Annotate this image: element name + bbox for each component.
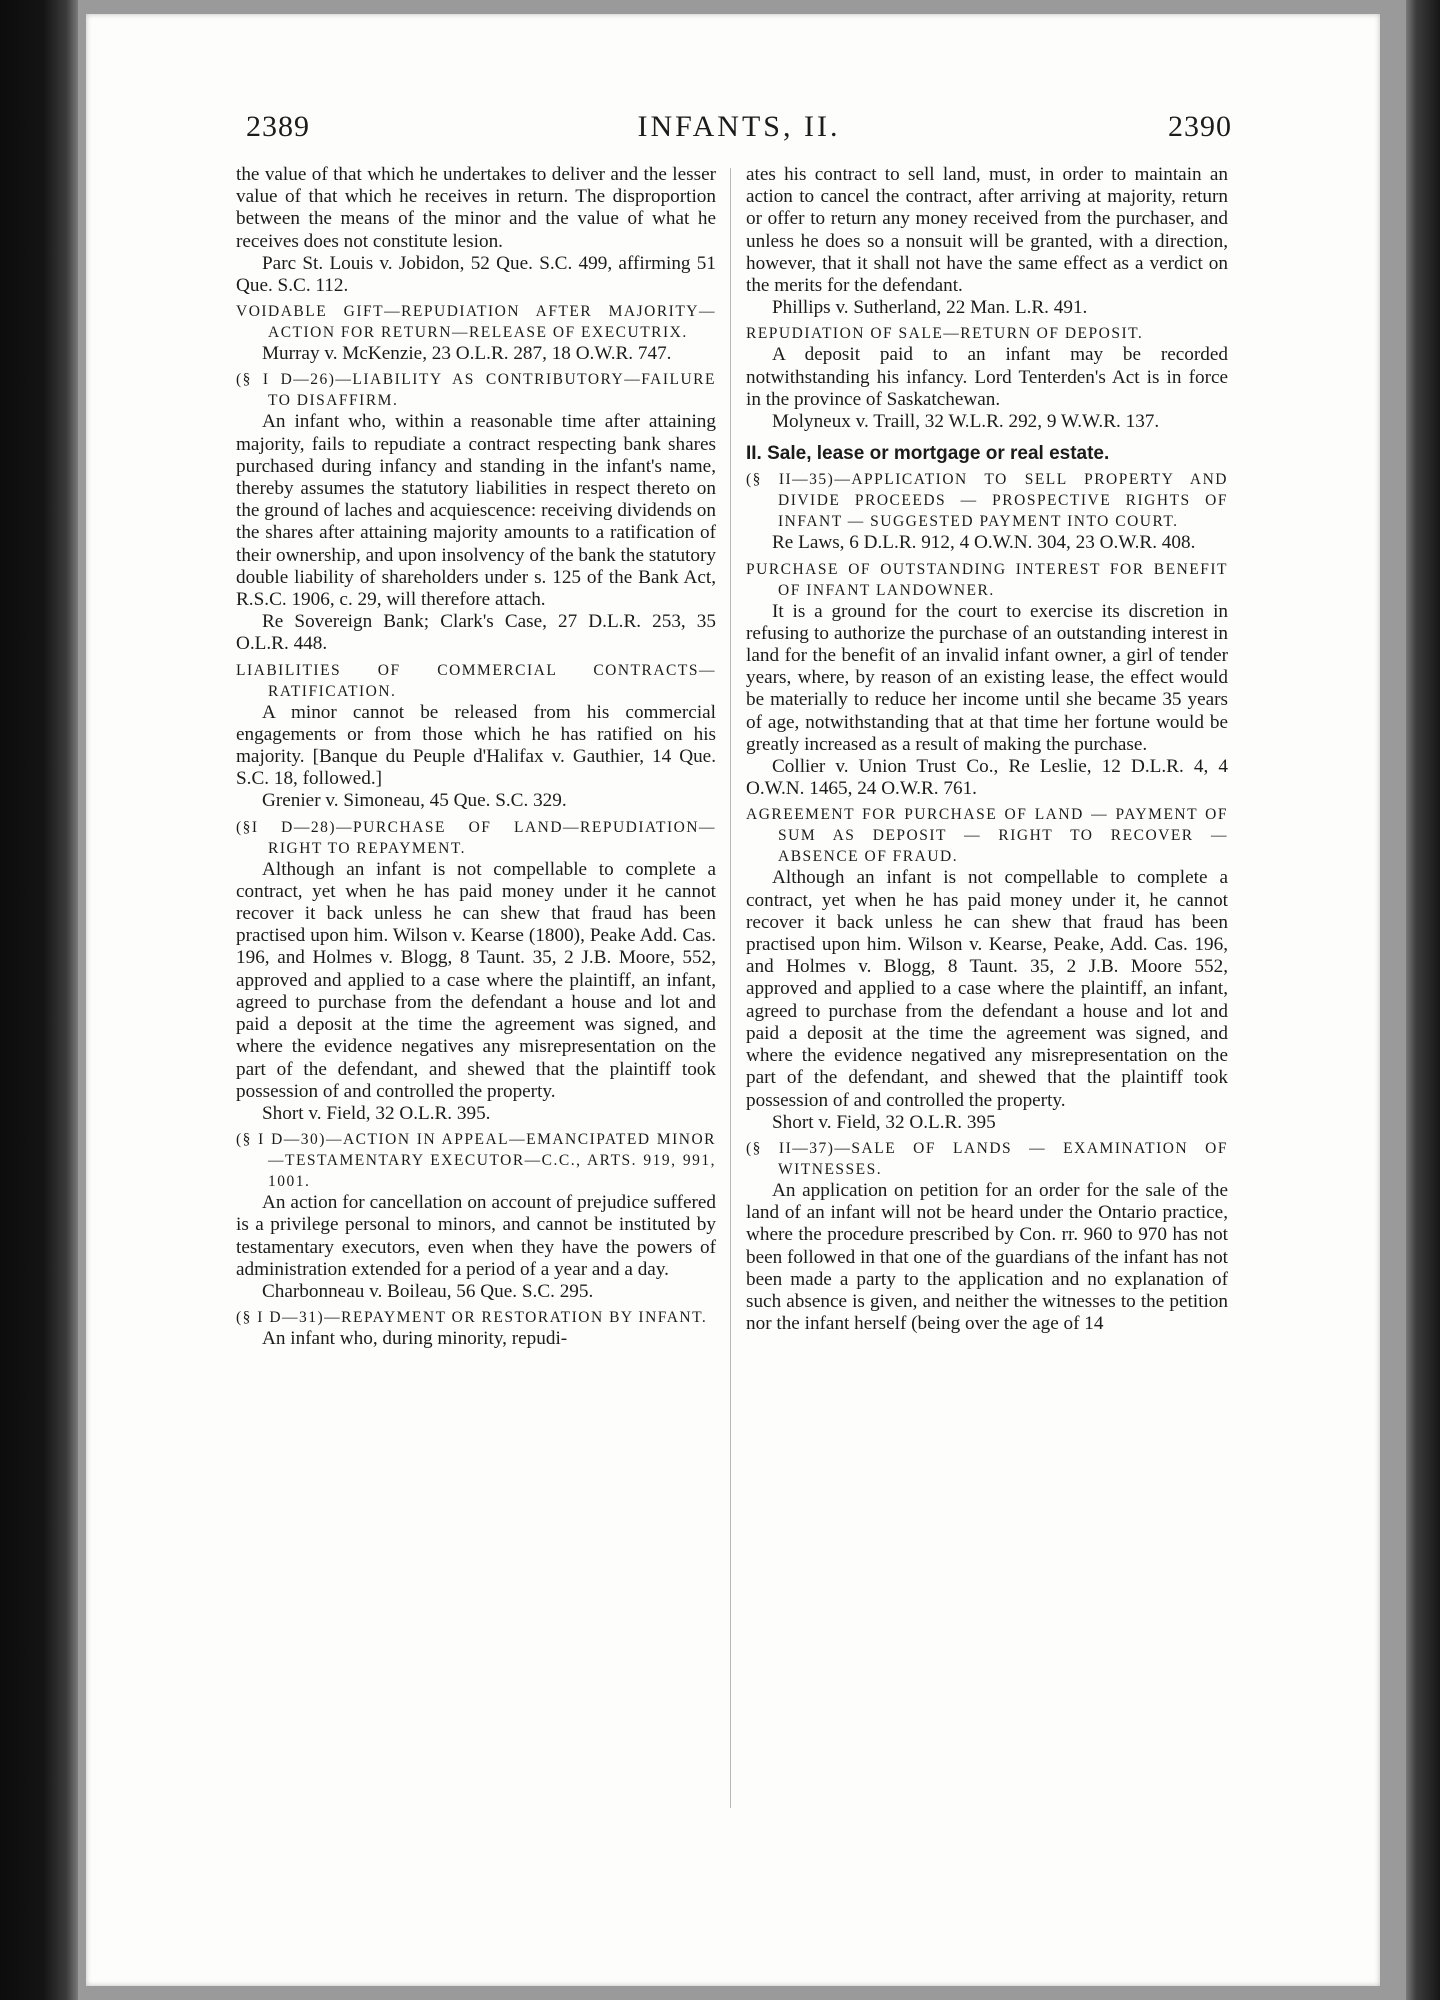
subject-heading: PURCHASE OF OUTSTANDING INTEREST FOR BENEFIT OF INFANT LANDOWNER. [746, 560, 1228, 599]
paragraph: An infant who, within a reasonable time after attaining majority, fails to repudiate a contract respecting bank shares purchased during infancy and standing in the infant's name, thereby assumes the statutory liabilities in respect thereto on the ground of laches and acquiescence: receiving dividends on the shares after attaining majority amounts to a ratification of their ownership, and upon insolvency of the bank the statutory double liability of shareholders under s. 125 of the Bank Act, R.S.C. 1906, c. 29, will therefore attach. [236, 411, 716, 611]
paragraph: An application on petition for an order for the sale of the land of an infant will not be heard under the Ontario practice, where the procedure prescribed by Con. rr. 960 to 970 has not been followed in that one of the guardians of the infant has not been made a party to the application and no explanation of such absence is given, and neither the witnesses to the petition nor the infant herself (being over the age of 14 [746, 1179, 1228, 1335]
scan-right-edge [1406, 0, 1440, 2000]
subject-heading: (§ I D—31)—REPAYMENT OR RESTORATION BY INFANT. [236, 1309, 708, 1327]
subject-heading: (§ II—37)—SALE OF LANDS — EXAMINATION OF WITNESSES. [746, 1139, 1228, 1178]
subject-heading: LIABILITIES OF COMMERCIAL CONTRACTS—RATIFICATION. [236, 661, 716, 700]
subject-heading: VOIDABLE GIFT—REPUDIATION AFTER MAJORITY—ACTION FOR RETURN—RELEASE OF EXECUTRIX. [236, 303, 716, 342]
paragraph: A deposit paid to an infant may be recorded notwithstanding his infancy. Lord Tenterden's Act is in force in the province of Saskatchewan. [746, 344, 1228, 410]
subject-heading: (§I D—28)—PURCHASE OF LAND—REPUDIATION—RIGHT TO REPAYMENT. [236, 818, 716, 857]
paragraph: Although an infant is not compellable to complete a contract, yet when he has paid money under it, he cannot recover it back unless he can shew that fraud has been practised upon him. Wilson v. Kearse, Peake, Add. Cas. 196, and Holmes v. Blogg, 8 Taunt. 35, 2 J.B. Moore 552, approved and applied to a case where the plaintiff, an infant, agreed to purchase from the defendant a house and lot and paid a deposit at the time the agreement was signed, and where the evidence negatived any misrepresentation on the part of the defendant, and shewed that the plaintiff took possession of and controlled the property. [746, 867, 1228, 1111]
case-citation: Molyneux v. Traill, 32 W.L.R. 292, 9 W.W.R. 137. [772, 411, 1160, 433]
subject-heading: (§ I D—30)—ACTION IN APPEAL—EMANCIPATED MINOR—TESTAMENTARY EXECUTOR—C.C., ARTS. 919, 991, 1001. [236, 1131, 716, 1191]
paragraph: It is a ground for the court to exercise its discretion in refusing to authorize the purchase of an outstanding interest in land for the benefit of an invalid infant owner, a girl of tender years, where, by reason of an existing lease, the effect would be materially to reduce her income until she became 35 years of age, notwithstanding that at that time her fortune would be greatly increased as a result of making the purchase. [746, 600, 1228, 755]
subject-heading: (§ II—35)—APPLICATION TO SELL PROPERTY AND DIVIDE PROCEEDS — PROSPECTIVE RIGHTS OF INFANT — SUGGESTED PAYMENT INTO COURT. [746, 471, 1228, 531]
subject-heading: AGREEMENT FOR PURCHASE OF LAND — PAYMENT OF SUM AS DEPOSIT — RIGHT TO RECOVER — ABSENCE OF FRAUD. [746, 806, 1228, 866]
scan-binding-edge [0, 0, 78, 2000]
case-citation: Re Sovereign Bank; Clark's Case, 27 D.L.R. 253, 35 O.L.R. 448. [236, 611, 716, 655]
case-citation: Grenier v. Simoneau, 45 Que. S.C. 329. [262, 790, 567, 812]
subject-heading: REPUDIATION OF SALE—RETURN OF DEPOSIT. [746, 325, 1144, 343]
paragraph: the value of that which he undertakes to deliver and the lesser value of that which he receives in return. The disproportion between the means of the minor and the value of what he receives does not constitute lesion. [236, 164, 716, 252]
paragraph: An infant who, during minority, repudi- [262, 1328, 568, 1350]
column-divider [730, 168, 731, 1808]
case-citation: Parc St. Louis v. Jobidon, 52 Que. S.C. 499, affirming 51 Que. S.C. 112. [236, 252, 716, 297]
case-citation: Short v. Field, 32 O.L.R. 395 [772, 1111, 996, 1133]
paragraph: A minor cannot be released from his commercial engagements or from those which he has ratified on his majority. [Banque du Peuple d'Halifax v. Gauthier, 14 Que. S.C. 18, followed.] [236, 701, 716, 790]
paragraph: Although an infant is not compellable to complete a contract, yet when he has paid money under it he cannot recover it back unless he can shew that fraud has been practised upon him. Wilson v. Kearse (1800), Peake Add. Cas. 196, and Holmes v. Blogg, 8 Taunt. 35, 2 J.B. Moore, 552, approved and applied to a case where the plaintiff, an infant, agreed to purchase from the defendant a house and lot and paid a deposit at the time the agreement was signed, and where the evidence negatives any misrepresentation on the part of the defendant, and shewed that the plaintiff took possession of and controlled the property. [236, 858, 716, 1102]
case-citation: Short v. Field, 32 O.L.R. 395. [262, 1102, 491, 1124]
case-citation: Collier v. Union Trust Co., Re Leslie, 12 D.L.R. 4, 4 O.W.N. 1465, 24 O.W.R. 761. [746, 756, 1228, 800]
paragraph: An action for cancellation on account of prejudice suffered is a privilege personal to minors, and cannot be instituted by testamentary executors, even when they have the powers of administration extended for a period of a year and a day. [236, 1192, 716, 1280]
left-page-number: 2389 [246, 110, 310, 143]
case-citation: Re Laws, 6 D.L.R. 912, 4 O.W.N. 304, 23 O.W.R. 408. [772, 532, 1196, 554]
right-column [746, 164, 1228, 1335]
case-citation: Charbonneau v. Boileau, 56 Que. S.C. 295. [262, 1280, 594, 1302]
subject-heading: (§ I D—26)—LIABILITY AS CONTRIBUTORY—FAILURE TO DISAFFIRM. [236, 371, 716, 410]
running-header [246, 110, 1232, 150]
right-page-number: 2390 [1168, 110, 1232, 143]
left-column [236, 164, 716, 1350]
section-title: II. Sale, lease or mortgage or real estate. [746, 443, 1110, 465]
paragraph: ates his contract to sell land, must, in order to maintain an action to cancel the contract, after arriving at majority, return or offer to return any money received from the purchaser, and unless he does so a nonsuit will be granted, with a direction, however, that it shall not have the same effect as a verdict on the merits for the defendant. [746, 164, 1228, 297]
case-citation: Phillips v. Sutherland, 22 Man. L.R. 491. [772, 297, 1088, 319]
case-citation: Murray v. McKenzie, 23 O.L.R. 287, 18 O.W.R. 747. [262, 343, 672, 365]
page-title: INFANTS, II. [637, 110, 841, 143]
